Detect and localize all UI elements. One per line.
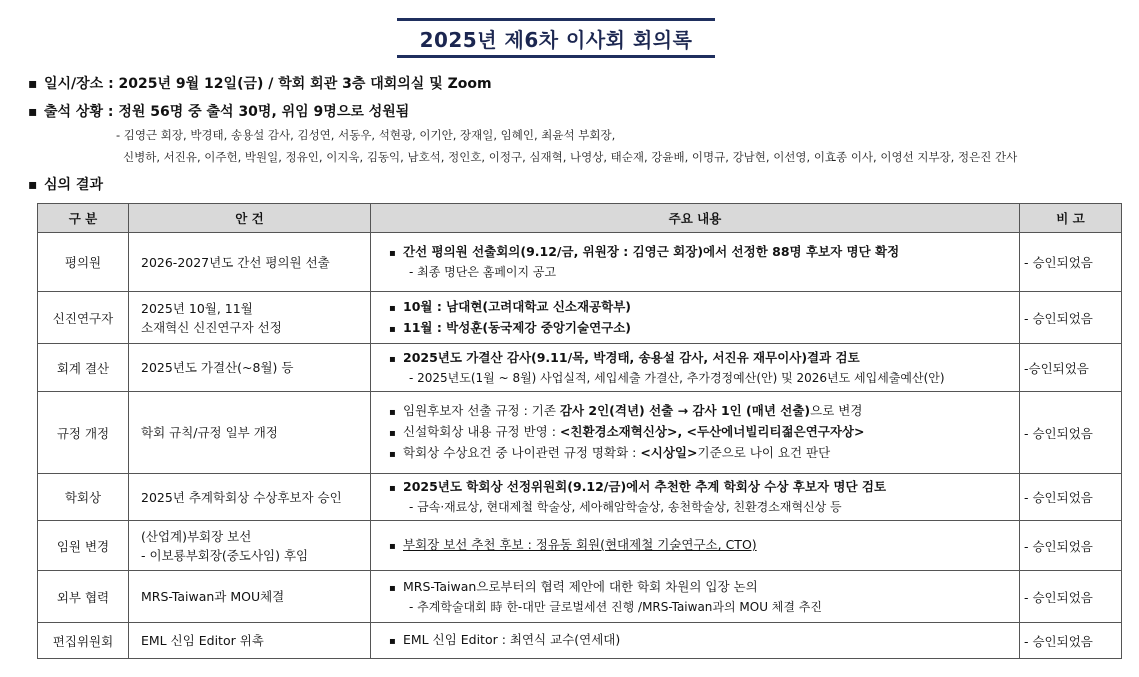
row-category: 평의원	[38, 233, 129, 292]
agenda-line: EML 신임 Editor 위촉	[141, 633, 264, 648]
content-line	[377, 598, 1013, 617]
bullet-icon: ▪	[389, 449, 396, 460]
agenda-line: 2025년 10월, 11월	[141, 300, 253, 316]
content-text: 간선 평의원 선출회의(9.12/금, 위원장 : 김영근 회장)에서 선정한 88명 후보자 명단 확정	[403, 244, 900, 259]
title-box	[397, 18, 715, 58]
content-line	[377, 630, 1013, 651]
content-line	[377, 318, 1013, 339]
table-row	[38, 292, 1122, 344]
row-content	[371, 474, 1020, 521]
bullet-icon: ▪	[389, 428, 396, 439]
content-text: EML 신임 Editor : 최연식 교수(연세대)	[403, 632, 621, 647]
content-text: 학회상 수상요건 중 나이관련 규정 명확화 :	[403, 445, 641, 460]
table-header-row	[38, 204, 1122, 233]
content-text: - 금속·재료상, 현대제철 학술상, 세아해암학술상, 송천학술상, 친환경소재혁신상 등	[409, 500, 842, 514]
content-line	[377, 535, 1013, 556]
bullet-icon: ▪	[389, 541, 396, 552]
content-text: <시상일>	[640, 445, 698, 460]
row-category: 학회상	[38, 474, 129, 521]
agenda-line: 소재혁신 신진연구자 선정	[141, 319, 282, 335]
content-text: 기준으로 나이 요건 판단	[697, 445, 831, 460]
content-text: 으로 변경	[810, 403, 863, 418]
agenda-line: - 이보룡부회장(중도사임) 후임	[141, 547, 309, 563]
row-category: 회계 결산	[38, 344, 129, 392]
content-text: 2025년도 가결산 감사(9.11/목, 박경태, 송용설 감사, 서진유 재무이사)결과 검토	[403, 349, 860, 365]
attendees-line-1: - 김영근 회장, 박경태, 송용설 감사, 김성연, 서동우, 석현광, 이기안, 장재일, 임혜인, 최윤석 부회장,	[116, 128, 616, 142]
content-line	[377, 577, 1013, 598]
row-agenda	[129, 392, 371, 474]
row-content	[371, 392, 1020, 474]
row-content	[371, 233, 1020, 292]
bullet-icon: ▪	[28, 177, 38, 193]
row-category: 편집위원회	[38, 623, 129, 659]
bullet-icon: ▪	[28, 104, 38, 120]
page-title: 2025년 제6차 이사회 회의록	[419, 27, 693, 52]
row-note: - 승인되었음	[1020, 521, 1122, 571]
row-agenda	[129, 344, 371, 392]
content-text: 부회장 보선 추천 후보 : 정유동 회원(현대제철 기술연구소, CTO)	[403, 537, 757, 552]
header-agenda: 안 건	[129, 204, 371, 233]
row-category: 규정 개정	[38, 392, 129, 474]
row-note: - 승인되었음	[1020, 233, 1122, 292]
row-content	[371, 344, 1020, 392]
content-text: - 2025년도(1월 ~ 8월) 사업실적, 세입세출 가결산, 추가경정예산(안) 및 2026년도 세입세출예산(안)	[409, 370, 945, 385]
agenda-line: MRS-Taiwan과 MOU체결	[141, 589, 285, 604]
content-text: 2025년도 학회상 선정위원회(9.12/금)에서 추천한 추계 학회상 수상 후보자 명단 검토	[403, 479, 887, 494]
agenda-line: (산업계)부회장 보선	[141, 528, 252, 544]
results-heading: ▪ 심의 결과	[28, 177, 103, 193]
header-content: 주요 내용	[371, 204, 1020, 233]
table-body	[38, 233, 1122, 659]
meta-datetime: ▪ 일시/장소 : 2025년 9월 12일(금) / 학회 회관 3층 대회의실 및 Zoom	[28, 76, 492, 92]
row-content	[371, 571, 1020, 623]
row-note: -승인되었음	[1020, 344, 1122, 392]
row-category: 외부 협력	[38, 571, 129, 623]
bullet-icon: ▪	[389, 353, 396, 365]
content-line	[377, 498, 1013, 517]
agenda-line: 2025년도 가결산(~8월) 등	[141, 360, 294, 375]
content-line	[377, 348, 1013, 369]
bullet-icon: ▪	[389, 407, 396, 418]
content-text: 감사 2인(격년) 선출 → 감사 1인 (매년 선출)	[559, 403, 811, 418]
content-line	[377, 422, 1013, 443]
row-agenda	[129, 521, 371, 571]
content-text: - 최종 명단은 홈페이지 공고	[409, 265, 557, 279]
bullet-icon: ▪	[28, 76, 38, 92]
meta-attendance: ▪ 출석 상황 : 정원 56명 중 출석 30명, 위임 9명으로 성원됨	[28, 104, 410, 120]
content-line	[377, 477, 1013, 498]
row-note: - 승인되었음	[1020, 392, 1122, 474]
bullet-icon: ▪	[389, 483, 396, 494]
content-line	[377, 443, 1013, 464]
row-content	[371, 521, 1020, 571]
content-text: <친환경소재혁신상>, <두산에너빌리티젊은연구자상>	[559, 424, 865, 439]
table-row	[38, 571, 1122, 623]
content-line	[377, 242, 1013, 263]
content-line	[377, 369, 1013, 388]
content-line	[377, 401, 1013, 422]
table-row	[38, 521, 1122, 571]
table-row	[38, 474, 1122, 521]
content-line	[377, 297, 1013, 318]
content-text: MRS-Taiwan으로부터의 협력 제안에 대한 학회 차원의 입장 논의	[403, 578, 758, 594]
row-agenda	[129, 623, 371, 659]
row-note: - 승인되었음	[1020, 292, 1122, 344]
content-line	[377, 263, 1013, 282]
row-agenda	[129, 233, 371, 292]
row-agenda	[129, 474, 371, 521]
bullet-icon: ▪	[389, 323, 396, 335]
bullet-icon: ▪	[389, 302, 396, 314]
agenda-line: 학회 규칙/규정 일부 개정	[141, 425, 278, 440]
table-row	[38, 623, 1122, 659]
content-text: - 추계학술대회 時 한-대만 글로벌세션 진행 /MRS-Taiwan과의 MOU 체결 추진	[409, 599, 822, 614]
results-table	[37, 203, 1122, 659]
row-note: - 승인되었음	[1020, 474, 1122, 521]
bullet-icon: ▪	[389, 582, 396, 594]
header-note: 비 고	[1020, 204, 1122, 233]
row-category: 신진연구자	[38, 292, 129, 344]
agenda-line: 2026-2027년도 간선 평의원 선출	[141, 254, 330, 270]
table-row	[38, 233, 1122, 292]
bullet-icon: ▪	[389, 636, 396, 647]
agenda-line: 2025년 추계학회상 수상후보자 승인	[141, 489, 342, 505]
table-row	[38, 392, 1122, 474]
header-category: 구 분	[38, 204, 129, 233]
row-category: 임원 변경	[38, 521, 129, 571]
content-text: 11월 : 박성훈(동국제강 중앙기술연구소)	[403, 319, 632, 335]
row-content	[371, 623, 1020, 659]
bullet-icon: ▪	[389, 248, 396, 259]
content-text: 10월 : 남대현(고려대학교 신소재공학부)	[403, 298, 632, 314]
row-agenda	[129, 571, 371, 623]
content-text: 신설학회상 내용 규정 반영 :	[403, 424, 560, 439]
content-text: 임원후보자 선출 규정 : 기존	[403, 403, 560, 418]
attendees-line-2: 신병하, 서진유, 이주헌, 박원일, 정유인, 이지욱, 김동익, 남호석, 정인호, 이정구, 심재혁, 나영상, 태순재, 강윤배, 이명규, 강남현, 이선영, 이효종 이사, 이영선 지부장, 정은진 간사	[123, 150, 1018, 164]
row-note: - 승인되었음	[1020, 571, 1122, 623]
row-content	[371, 292, 1020, 344]
row-note: - 승인되었음	[1020, 623, 1122, 659]
row-agenda	[129, 292, 371, 344]
table-row	[38, 344, 1122, 392]
